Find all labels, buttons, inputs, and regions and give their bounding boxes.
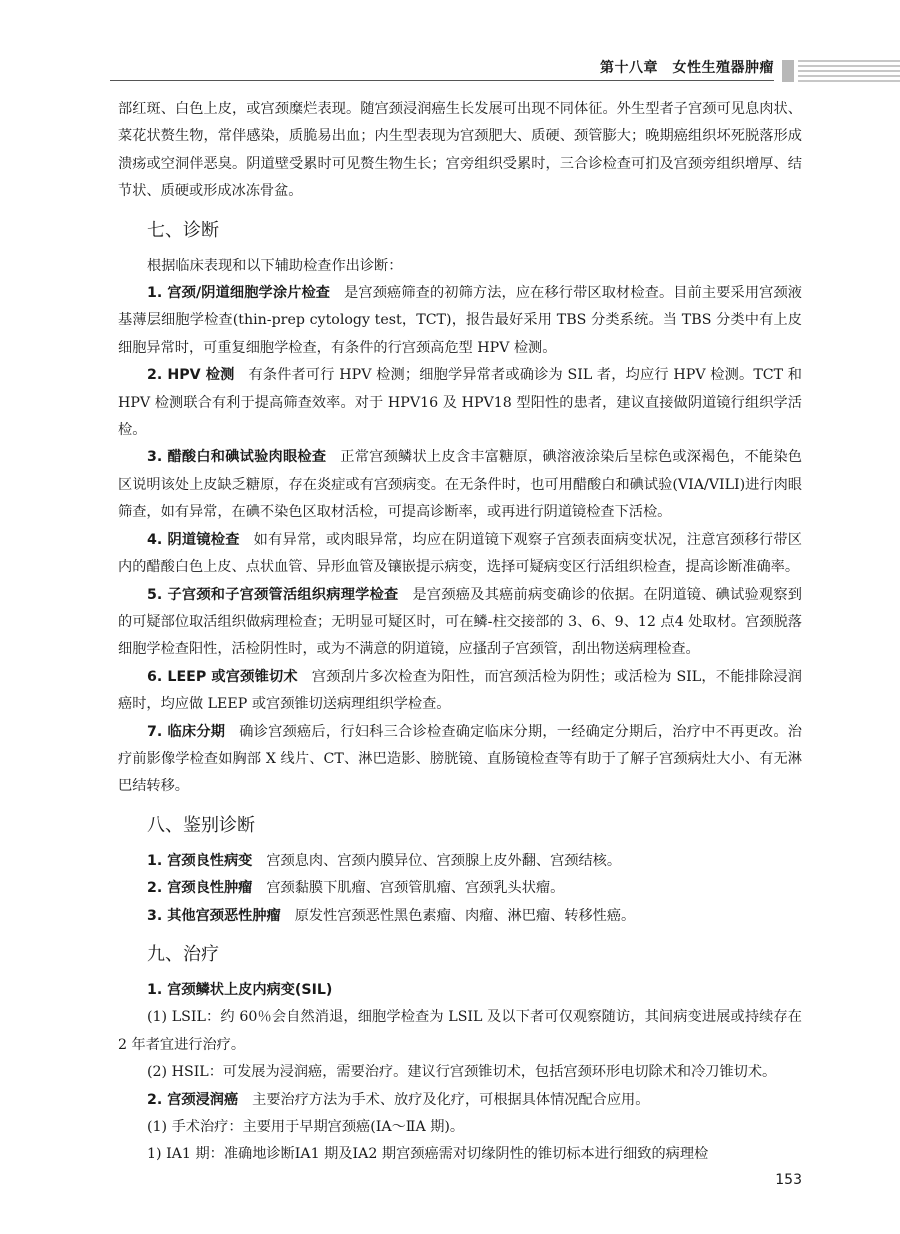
diagnosis-item bbox=[118, 444, 802, 526]
diagnosis-item bbox=[118, 280, 802, 362]
item-term: 1. 宫颈鳞状上皮内病变(SIL) bbox=[147, 981, 333, 998]
treatment-item bbox=[118, 1087, 802, 1114]
diagnosis-item bbox=[118, 719, 802, 801]
item-term: 6. LEEP 或宫颈锥切术 bbox=[147, 668, 298, 685]
diagnosis-item bbox=[118, 527, 802, 582]
item-term: 4. 阴道镜检查 bbox=[147, 531, 240, 548]
treatment-paragraph: (1) 手术治疗：主要用于早期宫颈癌(ⅠA～ⅡA 期)。 bbox=[147, 1119, 465, 1135]
item-term: 5. 子宫颈和子宫颈管活组织病理学检查 bbox=[147, 586, 399, 603]
page-body bbox=[118, 96, 802, 1169]
header-decoration-bar bbox=[782, 60, 794, 82]
item-text: 宫颈息肉、宫颈内膜异位、宫颈腺上皮外翻、宫颈结核。 bbox=[266, 852, 622, 869]
item-text: 是宫颈癌筛查的初筛方法，应在移行带区取材检查。目前主要采用宫颈液基薄层细胞学检查(thin-prep cytology test，TCT)，报告最好采用 TBS 分类系统。当 TBS 分类中有上皮细胞异常时，可重复细胞学检查，有条件的行宫颈高危型 HPV 检测。 bbox=[118, 285, 802, 356]
diagnosis-item bbox=[118, 362, 802, 444]
item-term: 2. HPV 检测 bbox=[147, 367, 235, 384]
treatment-paragraph: (1) LSIL：约 60％会自然消退，细胞学检查为 LSIL 及以下者可仅观察随访，其间病变进展或持续存在 2 年者宜进行治疗。 bbox=[118, 1009, 802, 1053]
section-heading-diagnosis: 七、诊断 bbox=[147, 219, 219, 241]
item-text: 宫颈黏膜下肌瘤、宫颈管肌瘤、宫颈乳头状瘤。 bbox=[266, 880, 565, 897]
header-rule bbox=[110, 80, 774, 81]
item-text: 是宫颈癌及其癌前病变确诊的依据。在阴道镜、碘试验观察到的可疑部位取活组织做病理检查；无明显可疑区时，可在鳞-柱交接部的 3、6、9、12 点4 处取材。宫颈脱落细胞学检查阳性，活检阴性时，或为不满意的阴道镜，应搔刮子宫颈管，刮出物送病理检查。 bbox=[118, 586, 802, 658]
chapter-title: 第十八章 女性生殖器肿瘤 bbox=[600, 60, 774, 76]
diagnosis-lead: 根据临床表现和以下辅助检查作出诊断： bbox=[147, 257, 403, 274]
section-heading-treatment: 九、治疗 bbox=[147, 943, 219, 965]
item-text: 原发性宫颈恶性黑色素瘤、肉瘤、淋巴瘤、转移性癌。 bbox=[294, 907, 636, 924]
page-header bbox=[0, 58, 900, 82]
item-term: 2. 宫颈良性肿瘤 bbox=[147, 880, 253, 897]
treatment-subheading bbox=[118, 977, 802, 1004]
item-text: 如有异常，或肉眼异常，均应在阴道镜下观察子宫颈表面病变状况，注意宫颈移行带区内的醋酸白色上皮、点状血管、异形血管及镶嵌提示病变，选择可疑病变区行活组织检查，提高诊断准确率。 bbox=[118, 531, 802, 576]
header-decoration-lines bbox=[798, 60, 900, 82]
page-number: 153 bbox=[775, 1172, 802, 1188]
item-text: 正常宫颈鳞状上皮含丰富糖原，碘溶液涂染后呈棕色或深褐色，不能染色区说明该处上皮缺乏糖原，存在炎症或有宫颈病变。在无条件时，也可用醋酸白和碘试验(VIA/VILI)进行肉眼筛查，如有异常，在碘不染色区取材活检，可提高诊断率，或再进行阴道镜检查下活检。 bbox=[118, 449, 802, 521]
differential-item bbox=[118, 848, 802, 875]
differential-item bbox=[118, 903, 802, 930]
item-term: 7. 临床分期 bbox=[147, 723, 226, 740]
item-text: 主要治疗方法为手术、放疗及化疗，可根据具体情况配合应用。 bbox=[252, 1091, 650, 1108]
treatment-paragraph: 1) ⅠA1 期：准确地诊断ⅠA1 期及ⅠA2 期宫颈癌需对切缘阴性的锥切标本进行细致的病理检 bbox=[147, 1146, 709, 1163]
item-text: 有条件者可行 HPV 检测；细胞学异常者或确诊为 SIL 者，均应行 HPV 检测。TCT 和 HPV 检测联合有利于提高筛查效率。对于 HPV16 及 HPV18 型阳性的患者，建议直接做阴道镜行组织学活检。 bbox=[118, 367, 802, 439]
treatment-paragraph: (2) HSIL：可发展为浸润癌，需要治疗。建议行宫颈锥切术，包括宫颈环形电切除术和冷刀锥切术。 bbox=[147, 1064, 777, 1081]
item-term: 3. 其他宫颈恶性肿瘤 bbox=[147, 907, 281, 924]
differential-item bbox=[118, 875, 802, 902]
item-term: 1. 宫颈良性病变 bbox=[147, 852, 253, 869]
intro-paragraph: 部红斑、白色上皮，或宫颈糜烂表现。随宫颈浸润癌生长发展可出现不同体征。外生型者子宫颈可见息肉状、菜花状赘生物，常伴感染，质脆易出血；内生型表现为宫颈肥大、质硬、颈管膨大；晚期癌组织坏死脱落形成溃疡或空洞伴恶臭。阴道壁受累时可见赘生物生长；宫旁组织受累时，三合诊检查可扪及宫颈旁组织增厚、结节状、质硬或形成冰冻骨盆。 bbox=[118, 101, 802, 200]
diagnosis-item bbox=[118, 664, 802, 719]
item-term: 2. 宫颈浸润癌 bbox=[147, 1091, 239, 1108]
diagnosis-item bbox=[118, 582, 802, 664]
item-term: 3. 醋酸白和碘试验肉眼检查 bbox=[147, 449, 327, 466]
item-text: 宫颈刮片多次检查为阳性，而宫颈活检为阴性；或活检为 SIL，不能排除浸润癌时，均应做 LEEP 或宫颈锥切送病理组织学检查。 bbox=[118, 668, 802, 713]
section-heading-differential: 八、鉴别诊断 bbox=[147, 814, 255, 836]
item-term: 1. 宫颈/阴道细胞学涂片检查 bbox=[147, 285, 331, 302]
item-text: 确诊宫颈癌后，行妇科三合诊检查确定临床分期，一经确定分期后，治疗中不再更改。治疗前影像学检查如胸部 X 线片、CT、淋巴造影、膀胱镜、直肠镜检查等有助于了解子宫颈病灶大小、有无淋巴结转移。 bbox=[118, 723, 802, 795]
